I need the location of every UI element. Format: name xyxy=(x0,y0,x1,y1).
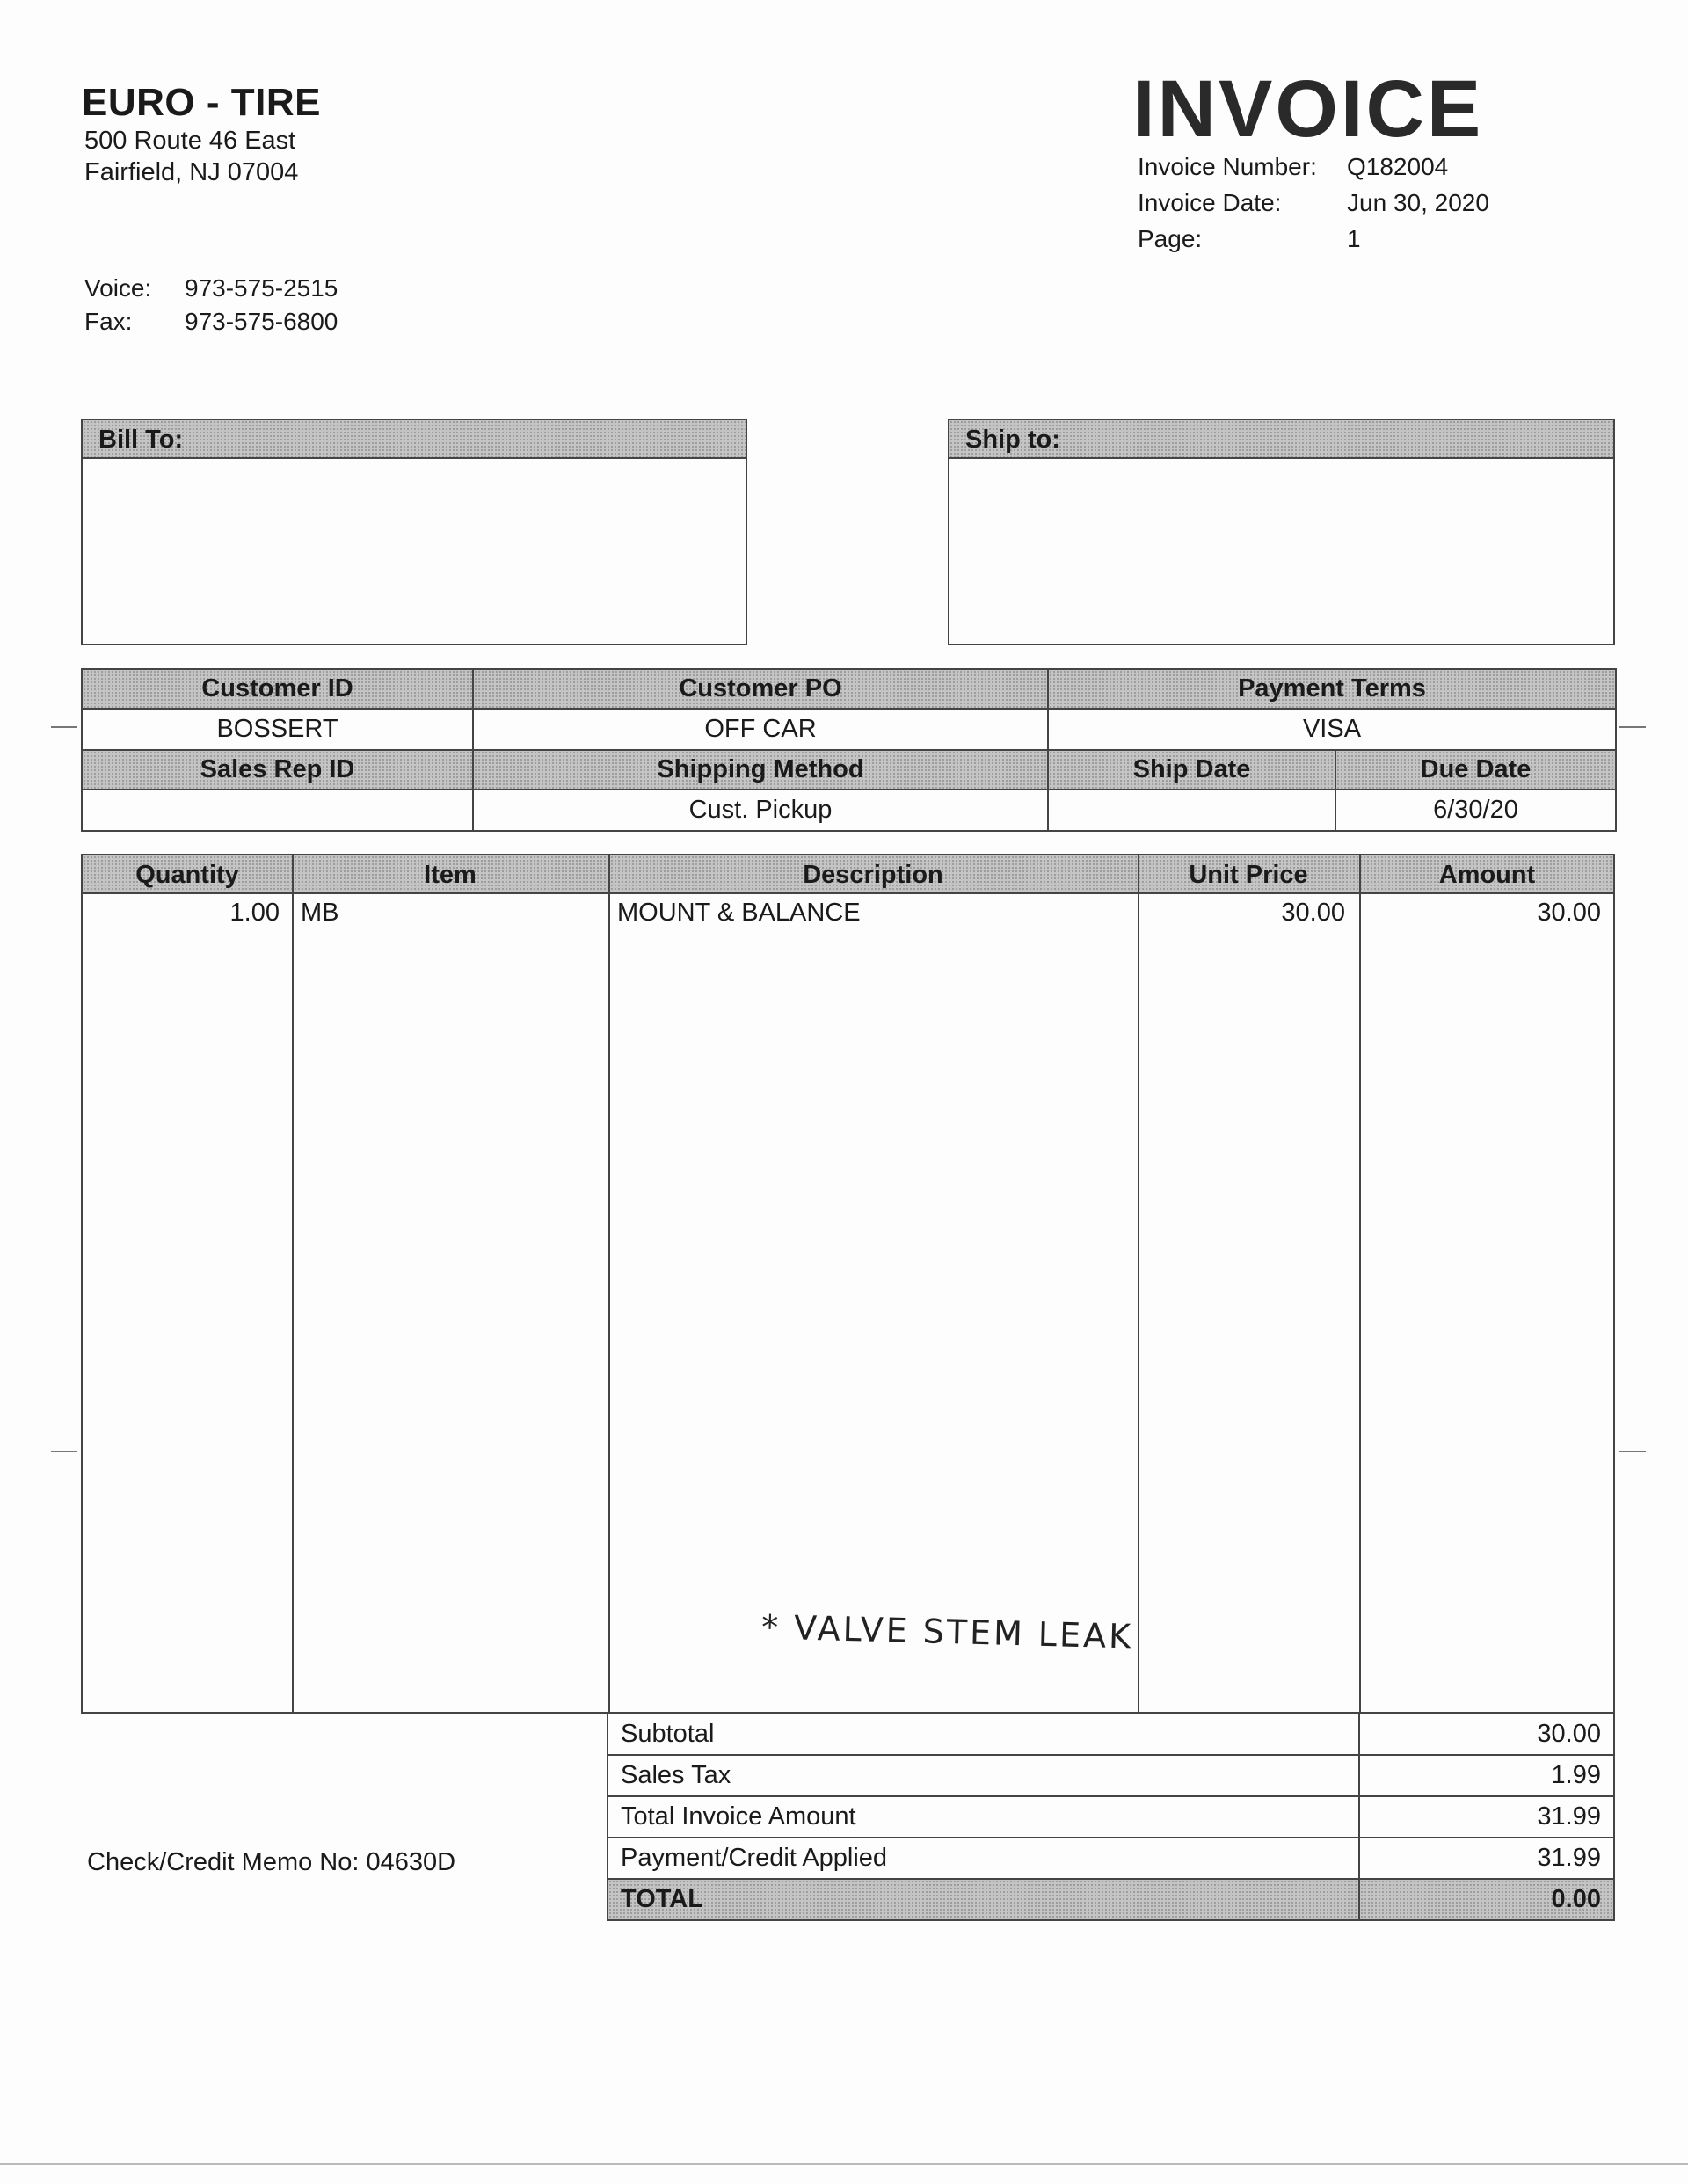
check-memo-label: Check/Credit Memo No: xyxy=(87,1848,360,1876)
sales-tax-value: 1.99 xyxy=(1359,1755,1614,1796)
due-date-header: Due Date xyxy=(1335,750,1616,790)
row-item: MB xyxy=(301,899,339,927)
invoice-number: Q182004 xyxy=(1347,153,1449,180)
row-quantity: 1.00 xyxy=(229,899,280,927)
due-date-value: 6/30/20 xyxy=(1335,790,1616,831)
description-header: Description xyxy=(803,861,943,889)
column-divider xyxy=(1359,855,1361,1712)
invoice-number-label: Invoice Number: xyxy=(1138,153,1317,180)
totals-table xyxy=(607,1713,1615,1921)
column-divider xyxy=(608,855,610,1712)
fold-mark xyxy=(1619,726,1646,728)
fax-label: Fax: xyxy=(84,308,133,335)
subtotal-value: 30.00 xyxy=(1359,1714,1614,1755)
shipping-method-header: Shipping Method xyxy=(473,750,1048,790)
column-divider xyxy=(292,855,294,1712)
amount-header: Amount xyxy=(1438,861,1536,889)
company-address-line1: 500 Route 46 East xyxy=(84,127,296,155)
item-header: Item xyxy=(424,861,477,889)
customer-po-value: OFF CAR xyxy=(473,709,1048,750)
quantity-header: Quantity xyxy=(135,861,239,889)
subtotal-label: Subtotal xyxy=(608,1714,1359,1755)
payment-applied-value: 31.99 xyxy=(1359,1838,1614,1879)
customer-id-value: BOSSERT xyxy=(82,709,473,750)
ship-to-box xyxy=(948,419,1615,645)
bill-to-box xyxy=(81,419,747,645)
total-label: TOTAL xyxy=(608,1879,1359,1920)
fax-number: 973-575-6800 xyxy=(185,308,338,335)
ship-to-label: Ship to: xyxy=(950,420,1613,459)
voice-label: Voice: xyxy=(84,274,152,302)
company-address-line2: Fairfield, NJ 07004 xyxy=(84,158,299,186)
ship-date-header: Ship Date xyxy=(1048,750,1335,790)
invoice-date-label: Invoice Date: xyxy=(1138,189,1282,216)
unit-price-header: Unit Price xyxy=(1189,861,1308,889)
payment-terms-value: VISA xyxy=(1048,709,1616,750)
page-label: Page: xyxy=(1138,225,1203,252)
total-value: 0.00 xyxy=(1359,1879,1614,1920)
invoice-date: Jun 30, 2020 xyxy=(1347,189,1489,216)
ship-date-value xyxy=(1048,790,1335,831)
fold-mark xyxy=(51,726,77,728)
row-description: MOUNT & BALANCE xyxy=(617,899,861,927)
payment-terms-header: Payment Terms xyxy=(1048,669,1616,709)
line-items-header xyxy=(83,855,1613,894)
page-number: 1 xyxy=(1347,225,1361,252)
page-edge-rule xyxy=(0,2163,1688,2165)
order-info-table xyxy=(81,668,1617,832)
column-divider xyxy=(1138,855,1139,1712)
check-memo-number: 04630D xyxy=(366,1848,456,1876)
line-items-table xyxy=(81,854,1615,1714)
voice-number: 973-575-2515 xyxy=(185,274,338,302)
handwritten-note: * VALVE STEM LEAK xyxy=(760,1607,1134,1656)
total-invoice-value: 31.99 xyxy=(1359,1796,1614,1838)
customer-id-header: Customer ID xyxy=(82,669,473,709)
bill-to-label: Bill To: xyxy=(83,420,746,459)
invoice-title: INVOICE xyxy=(1132,64,1484,154)
check-memo xyxy=(87,1848,455,1877)
total-invoice-label: Total Invoice Amount xyxy=(608,1796,1359,1838)
company-name: EURO - TIRE xyxy=(82,81,321,124)
row-amount: 30.00 xyxy=(1537,899,1601,927)
shipping-method-value: Cust. Pickup xyxy=(473,790,1048,831)
customer-po-header: Customer PO xyxy=(473,669,1048,709)
fold-mark xyxy=(51,1451,77,1452)
sales-rep-value xyxy=(82,790,473,831)
sales-tax-label: Sales Tax xyxy=(608,1755,1359,1796)
payment-applied-label: Payment/Credit Applied xyxy=(608,1838,1359,1879)
row-unit-price: 30.00 xyxy=(1281,899,1345,927)
sales-rep-header: Sales Rep ID xyxy=(82,750,473,790)
fold-mark xyxy=(1619,1451,1646,1452)
